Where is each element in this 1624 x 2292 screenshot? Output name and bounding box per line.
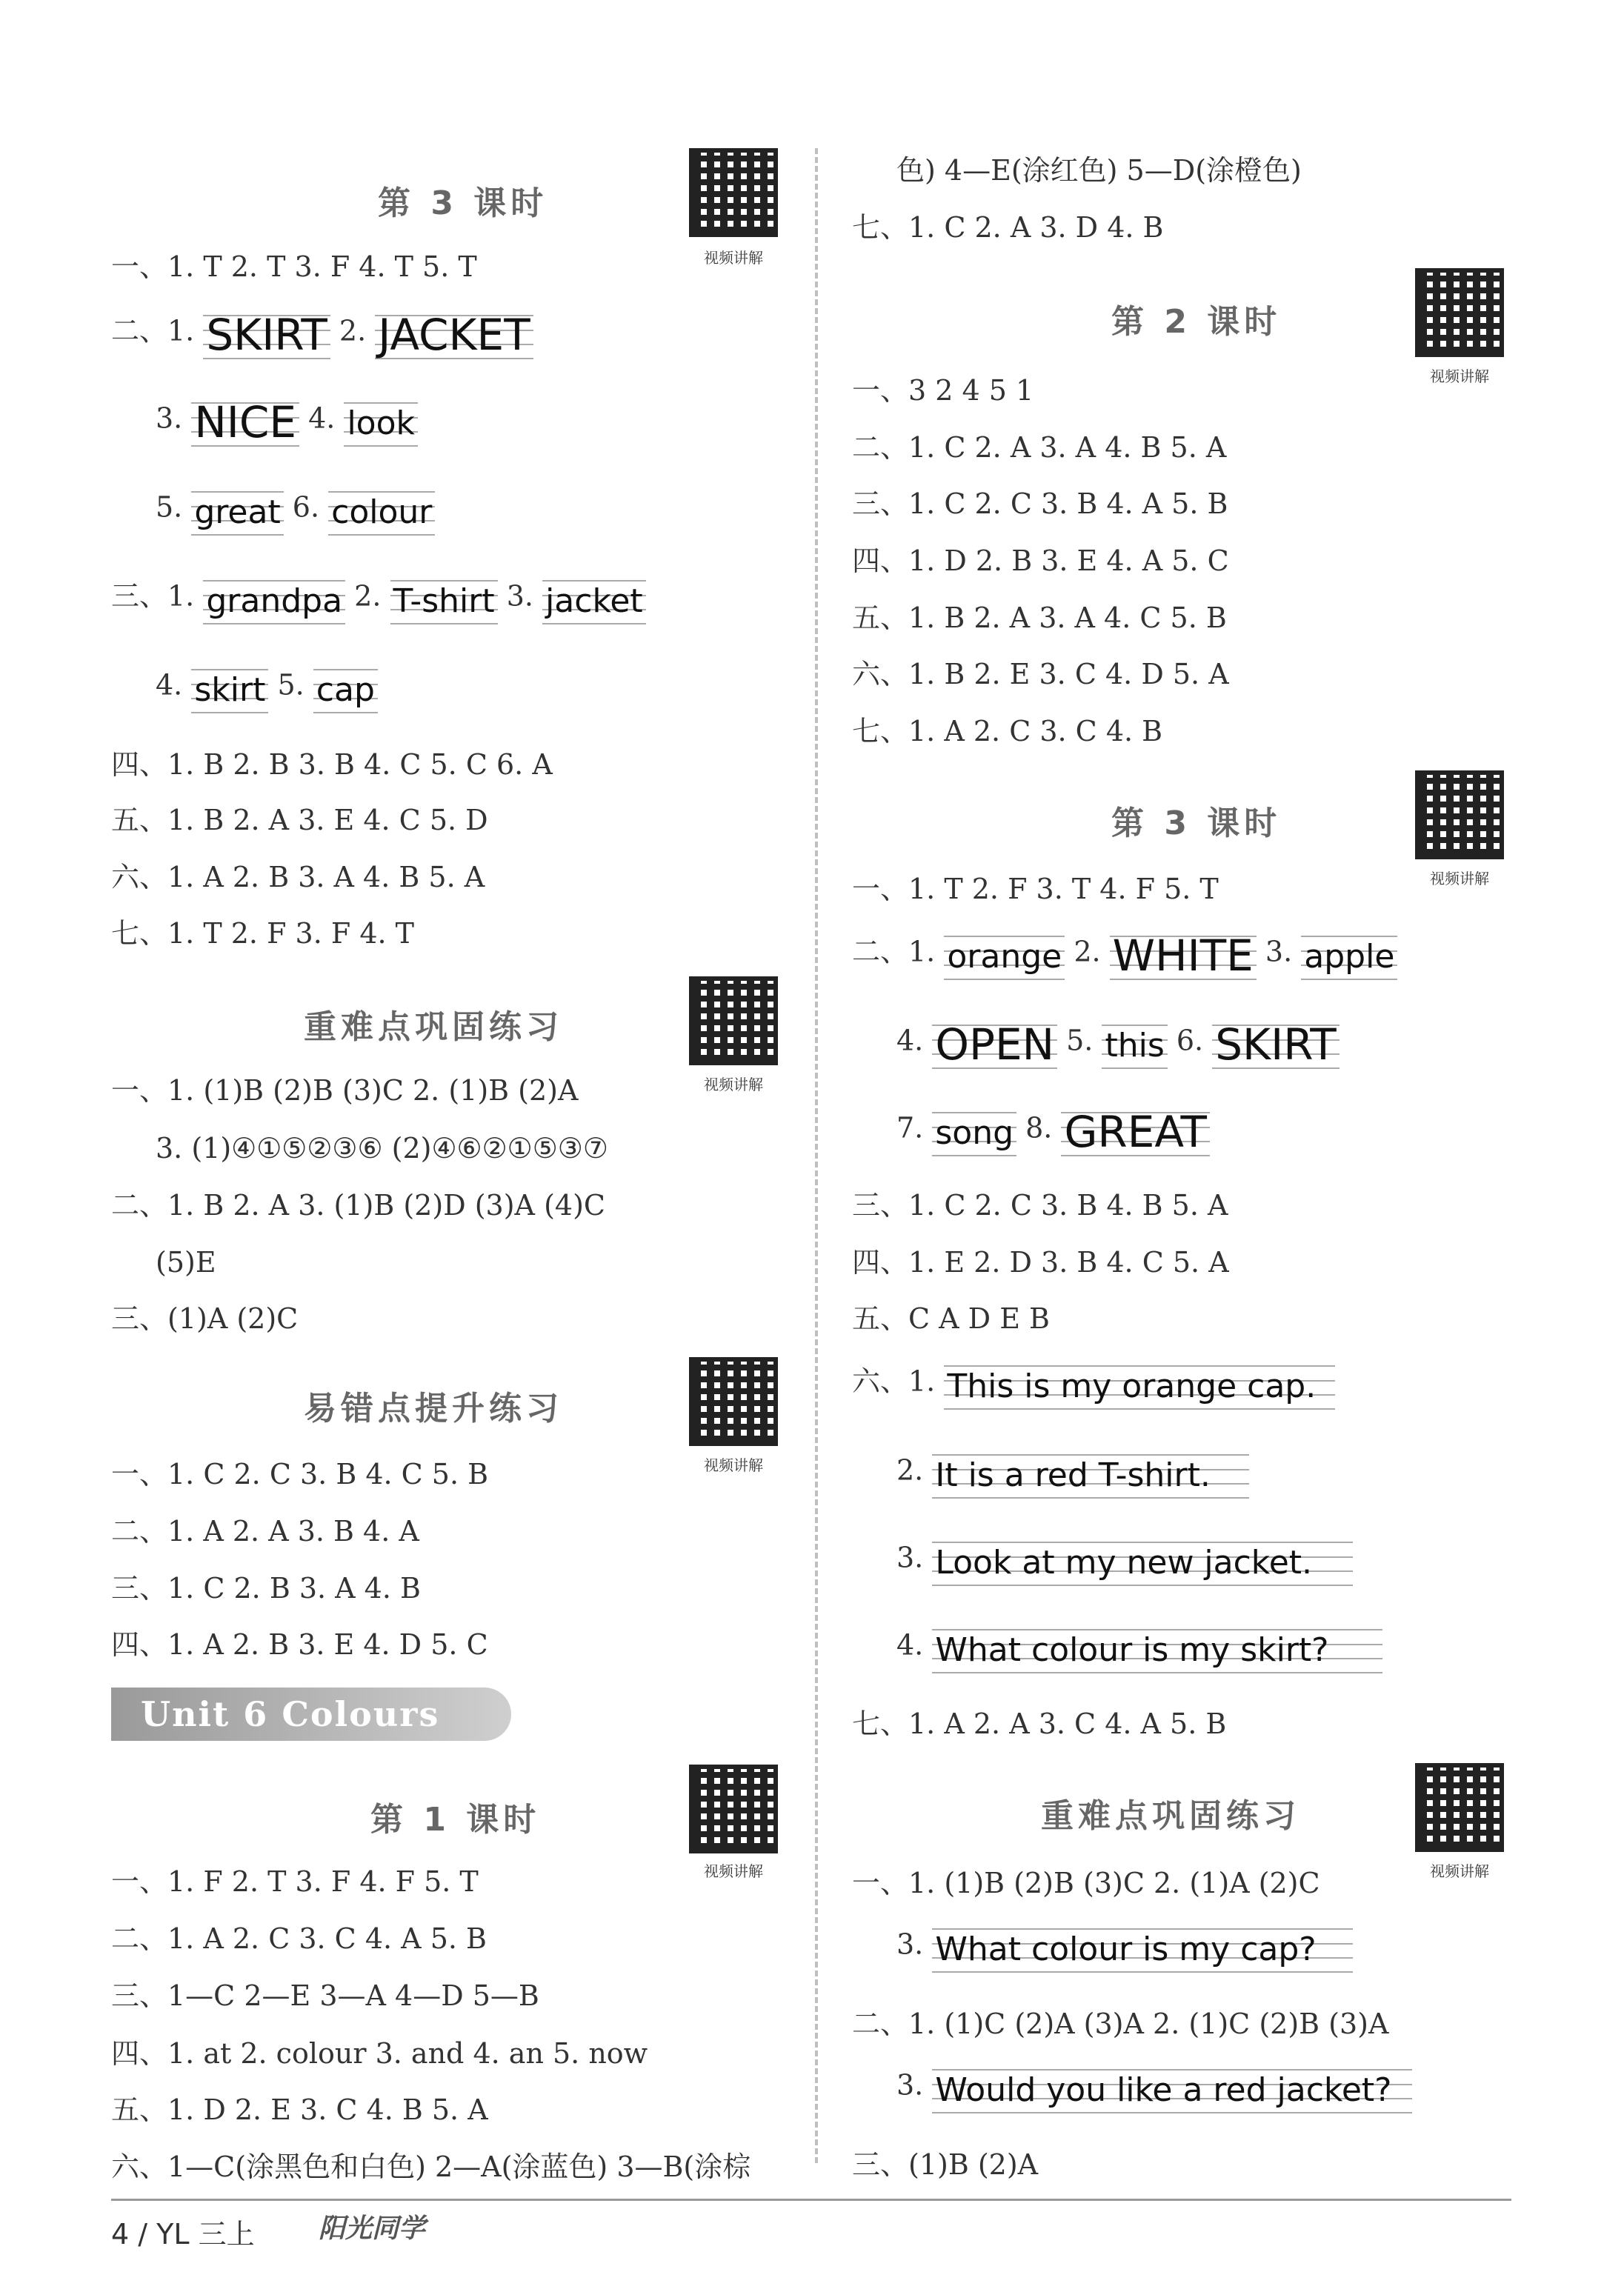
answer-line: 一、3 2 4 5 1: [852, 374, 1034, 407]
qr-code-icon[interactable]: [689, 148, 778, 237]
qr-caption: 视频讲解: [704, 1076, 763, 1093]
answer-line: 色) 4—E(涂红色) 5—D(涂橙色): [896, 154, 1302, 187]
answer-line: 四、1. D 2. B 3. E 4. A 5. C: [852, 544, 1229, 577]
handwritten-word: OPEN: [932, 1015, 1057, 1071]
answer-line: 一、1. (1)B (2)B (3)C 2. (1)A (2)C: [852, 1867, 1320, 1899]
qr-caption: 视频讲解: [1430, 870, 1489, 887]
answer-line: 五、1. B 2. A 3. A 4. C 5. B: [852, 602, 1227, 634]
answer-line-handwriting: 4. What colour is my skirt?: [896, 1619, 1382, 1679]
handwritten-word: cap: [313, 659, 378, 716]
answer-line: 一、1. T 2. T 3. F 4. T 5. T: [111, 250, 477, 283]
answer-line: 3. (1)④①⑤②③⑥ (2)④⑥②①⑤③⑦: [156, 1132, 608, 1165]
handwritten-word: SKIRT: [203, 305, 330, 362]
qr-caption: 视频讲解: [1430, 1862, 1489, 1880]
handwritten-word: look: [344, 393, 418, 449]
qr-caption: 视频讲解: [1430, 367, 1489, 385]
handwritten-word: skirt: [191, 659, 268, 716]
answer-line: 五、1. D 2. E 3. C 4. B 5. A: [111, 2093, 488, 2126]
section-heading: 第 3 课时: [378, 184, 548, 222]
column-divider: [815, 148, 818, 2163]
answer-line: 一、1. F 2. T 3. F 4. F 5. T: [111, 1865, 479, 1898]
handwritten-word: colour: [328, 482, 435, 538]
qr-code-icon[interactable]: [689, 1765, 778, 1853]
answer-line: 七、1. C 2. A 3. D 4. B: [852, 211, 1164, 244]
handwritten-word: apple: [1301, 926, 1397, 982]
answer-line-handwriting: 三、1. grandpa 2. T-shirt 3. jacket: [111, 570, 646, 630]
handwritten-word: T-shirt: [390, 570, 498, 627]
answer-line-handwriting: 5. great 6. colour: [156, 482, 435, 541]
answer-line: 三、(1)A (2)C: [111, 1302, 299, 1335]
qr-code-icon[interactable]: [689, 976, 778, 1065]
answer-line: 七、1. A 2. C 3. C 4. B: [852, 715, 1163, 747]
answer-line: 三、1. C 2. C 3. B 4. A 5. B: [852, 487, 1228, 520]
qr-code-icon[interactable]: [689, 1357, 778, 1446]
answer-line: 三、(1)B (2)A: [852, 2148, 1039, 2181]
handwritten-word: SKIRT: [1212, 1015, 1339, 1071]
handwritten-word: JACKET: [375, 305, 533, 362]
handwritten-sentence: What colour is my cap?: [932, 1919, 1353, 1975]
qr-code-icon[interactable]: [1415, 1763, 1504, 1852]
brand-logo: 阳光同学: [319, 2213, 426, 2244]
answer-line: 五、C A D E B: [852, 1302, 1050, 1335]
answer-line: 一、1. (1)B (2)B (3)C 2. (1)B (2)A: [111, 1074, 579, 1107]
answer-line: 六、1—C(涂黑色和白色) 2—A(涂蓝色) 3—B(涂棕: [111, 2151, 751, 2183]
qr-caption: 视频讲解: [704, 1456, 763, 1474]
footer-rule: [111, 2199, 1511, 2201]
answer-line-handwriting: 3. What colour is my cap?: [896, 1919, 1353, 1978]
handwritten-word: this: [1102, 1015, 1167, 1071]
section-heading: 第 3 课时: [1111, 804, 1282, 842]
answer-line-handwriting: 3. NICE 4. look: [156, 393, 418, 452]
answer-line-handwriting: 六、1. This is my orange cap.: [852, 1356, 1335, 1415]
handwritten-word: GREAT: [1061, 1102, 1210, 1159]
answer-line-handwriting: 4. skirt 5. cap: [156, 659, 378, 719]
answer-line: 二、1. A 2. C 3. C 4. A 5. B: [111, 1922, 487, 1955]
answer-line: 四、1. at 2. colour 3. and 4. an 5. now: [111, 2037, 648, 2070]
handwritten-word: great: [191, 482, 283, 538]
answer-line: 二、1. A 2. A 3. B 4. A: [111, 1515, 419, 1548]
handwritten-sentence: Would you like a red jacket?: [932, 2059, 1412, 2116]
answer-line: 四、1. B 2. B 3. B 4. C 5. C 6. A: [111, 748, 553, 781]
qr-caption: 视频讲解: [704, 249, 763, 267]
answer-line: 二、1. B 2. A 3. (1)B (2)D (3)A (4)C: [111, 1189, 605, 1222]
answer-line: 三、1. C 2. C 3. B 4. B 5. A: [852, 1189, 1228, 1222]
handwritten-word: grandpa: [203, 570, 345, 627]
handwritten-word: song: [932, 1102, 1016, 1159]
answer-line-handwriting: 3. Would you like a red jacket?: [896, 2059, 1412, 2119]
answer-line: 四、1. A 2. B 3. E 4. D 5. C: [111, 1628, 488, 1661]
answer-line: 三、1—C 2—E 3—A 4—D 5—B: [111, 1979, 539, 2012]
page-number: 4 / YL 三上: [111, 2218, 255, 2251]
handwritten-sentence: It is a red T-shirt.: [932, 1445, 1249, 1501]
section-heading: 易错点提升练习: [304, 1390, 563, 1427]
section-heading: 第 2 课时: [1111, 303, 1282, 341]
handwritten-word: WHITE: [1110, 926, 1257, 982]
answer-line: (5)E: [156, 1246, 216, 1279]
qr-code-icon[interactable]: [1415, 268, 1504, 357]
handwritten-word: jacket: [542, 570, 646, 627]
answer-line: 三、1. C 2. B 3. A 4. B: [111, 1572, 421, 1605]
answer-line: 五、1. B 2. A 3. E 4. C 5. D: [111, 804, 488, 836]
handwritten-word: orange: [944, 926, 1065, 982]
unit-banner: Unit 6 Colours: [111, 1688, 511, 1741]
qr-caption: 视频讲解: [704, 1862, 763, 1880]
answer-line: 六、1. A 2. B 3. A 4. B 5. A: [111, 861, 485, 893]
answer-line: 二、1. C 2. A 3. A 4. B 5. A: [852, 431, 1227, 464]
answer-line: 二、1. (1)C (2)A (3)A 2. (1)C (2)B (3)A: [852, 2008, 1389, 2040]
handwritten-word: NICE: [191, 393, 299, 449]
section-heading: 重难点巩固练习: [1041, 1797, 1300, 1835]
handwritten-sentence: Look at my new jacket.: [932, 1532, 1353, 1588]
answer-line: 七、1. T 2. F 3. F 4. T: [111, 917, 415, 950]
answer-line: 四、1. E 2. D 3. B 4. C 5. A: [852, 1246, 1229, 1279]
handwritten-sentence: This is my orange cap.: [944, 1356, 1335, 1412]
answer-line-handwriting: 2. It is a red T-shirt.: [896, 1445, 1249, 1504]
section-heading: 第 1 课时: [370, 1801, 541, 1839]
answer-line: 六、1. B 2. E 3. C 4. D 5. A: [852, 658, 1229, 690]
answer-line: 一、1. C 2. C 3. B 4. C 5. B: [111, 1458, 489, 1490]
handwritten-sentence: What colour is my skirt?: [932, 1619, 1382, 1676]
qr-code-icon[interactable]: [1415, 770, 1504, 859]
answer-line-handwriting: 二、1. SKIRT 2. JACKET: [111, 305, 533, 364]
section-heading: 重难点巩固练习: [304, 1008, 563, 1046]
answer-line-handwriting: 7. song 8. GREAT: [896, 1102, 1210, 1162]
answer-line: 七、1. A 2. A 3. C 4. A 5. B: [852, 1708, 1227, 1740]
answer-line-handwriting: 3. Look at my new jacket.: [896, 1532, 1353, 1591]
answer-line-handwriting: 二、1. orange 2. WHITE 3. apple: [852, 926, 1397, 985]
answer-line: 一、1. T 2. F 3. T 4. F 5. T: [852, 873, 1219, 905]
answer-line-handwriting: 4. OPEN 5. this 6. SKIRT: [896, 1015, 1340, 1074]
